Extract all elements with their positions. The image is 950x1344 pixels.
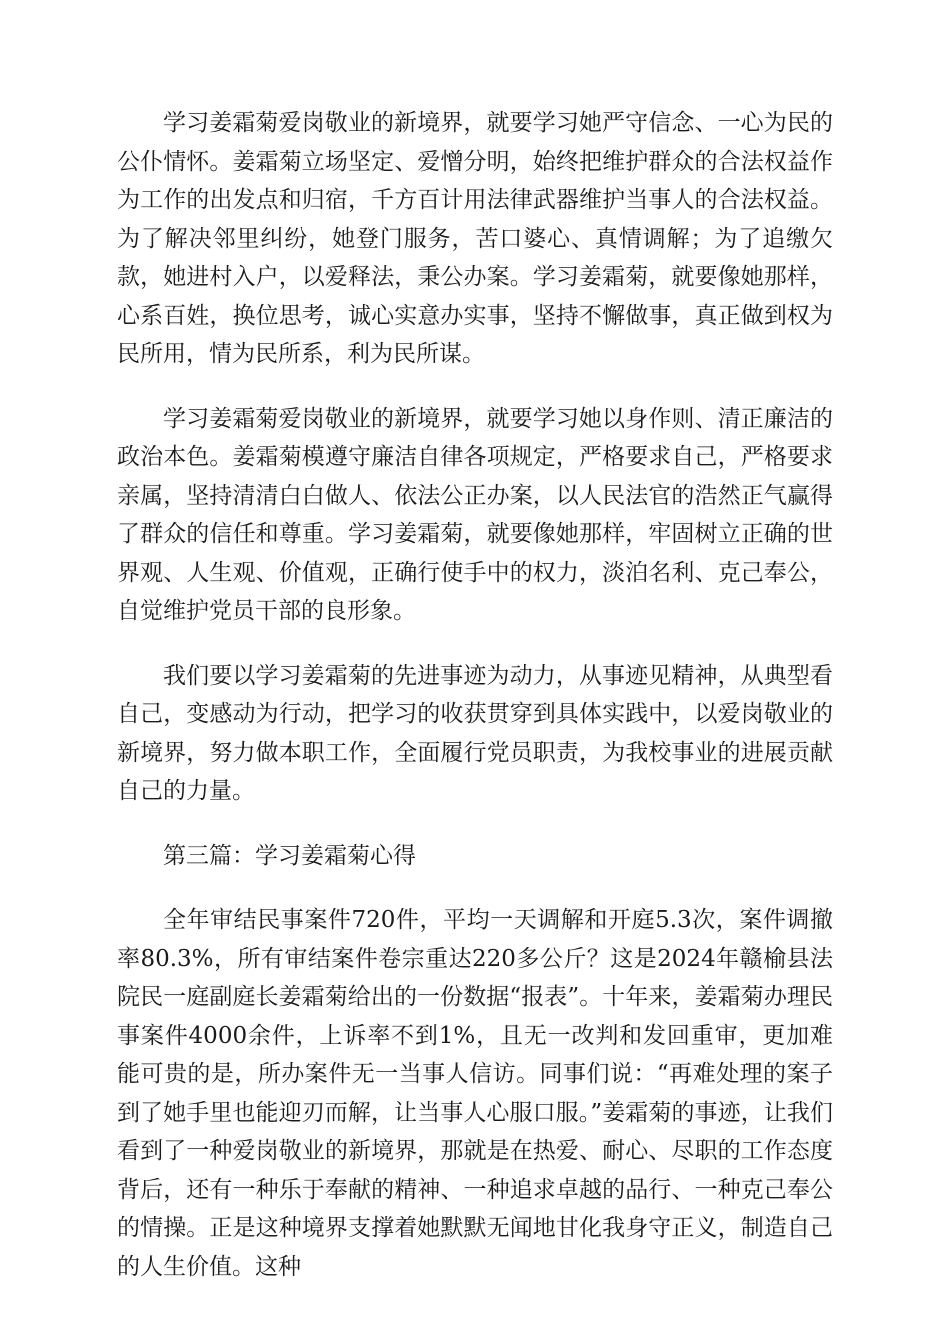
- section-heading: 第三篇：学习姜霜菊心得: [163, 842, 416, 869]
- paragraph-4: 全年审结民事案件720件，平均一天调解和开庭5.3次，案件调撤率80.3%，所有审结案件卷宗重达220多公斤？这是2024年赣榆县法院民一庭副庭长姜霜菊给出的一份数据“报表”。十年来，姜霜菊办理民事案件4000余件，上诉率不到1%，且无一改判和发回重审，更加难能可贵的是，所办案件无一当事人信访。同事们说：“再难处理的案子到了她手里也能迎刃而解，让当事人心服口服。”姜霜菊的事迹，让我们看到了一种爱岗敬业的新境界，那就是在热爱、耐心、尽职的工作态度背后，还有一种乐于奉献的精神、一种追求卓越的品行、一种克己奉公的情操。正是这种境界支撑着她默默无闻地甘化我身守正义，制造自己的人生价值。这种: [117, 907, 833, 1280]
- paragraph-2: 学习姜霜菊爱岗敬业的新境界，就要学习她以身作则、清正廉洁的政治本色。姜霜菊模遵守廉洁自律各项规定，严格要求自己，严格要求亲属，坚持清清白白做人、依法公正办案，以人民法官的浩然正气赢得了群众的信任和尊重。学习姜霜菊，就要像她那样，牢固树立正确的世界观、人生观、价值观，正确行使手中的权力，淡泊名利、克己奉公，自觉维护党员干部的良形象。: [117, 405, 833, 624]
- paragraph-1: 学习姜霜菊爱岗敬业的新境界，就要学习她严守信念、一心为民的公仆情怀。姜霜菊立场坚定、爱憎分明，始终把维护群众的合法权益作为工作的出发点和归宿，千方百计用法律武器维护当事人的合法权益。为了解决邻里纠纷，她登门服务，苦口婆心、真情调解；为了追缴欠款，她进村入户，以爱释法，秉公办案。学习姜霜菊，就要像她那样，心系百姓，换位思考，诚心实意办实事，坚持不懈做事，真正做到权为民所用，情为民所系，利为民所谋。: [117, 110, 833, 367]
- document-page: [117, 104, 833, 1312]
- paragraph-3: 我们要以学习姜霜菊的先进事迹为动力，从事迹见精神，从典型看自己，变感动为行动，把学习的收获贯穿到具体实践中，以爱岗敬业的新境界，努力做本职工作，全面履行党员职责，为我校事业的进展贡献自己的力量。: [117, 662, 833, 804]
